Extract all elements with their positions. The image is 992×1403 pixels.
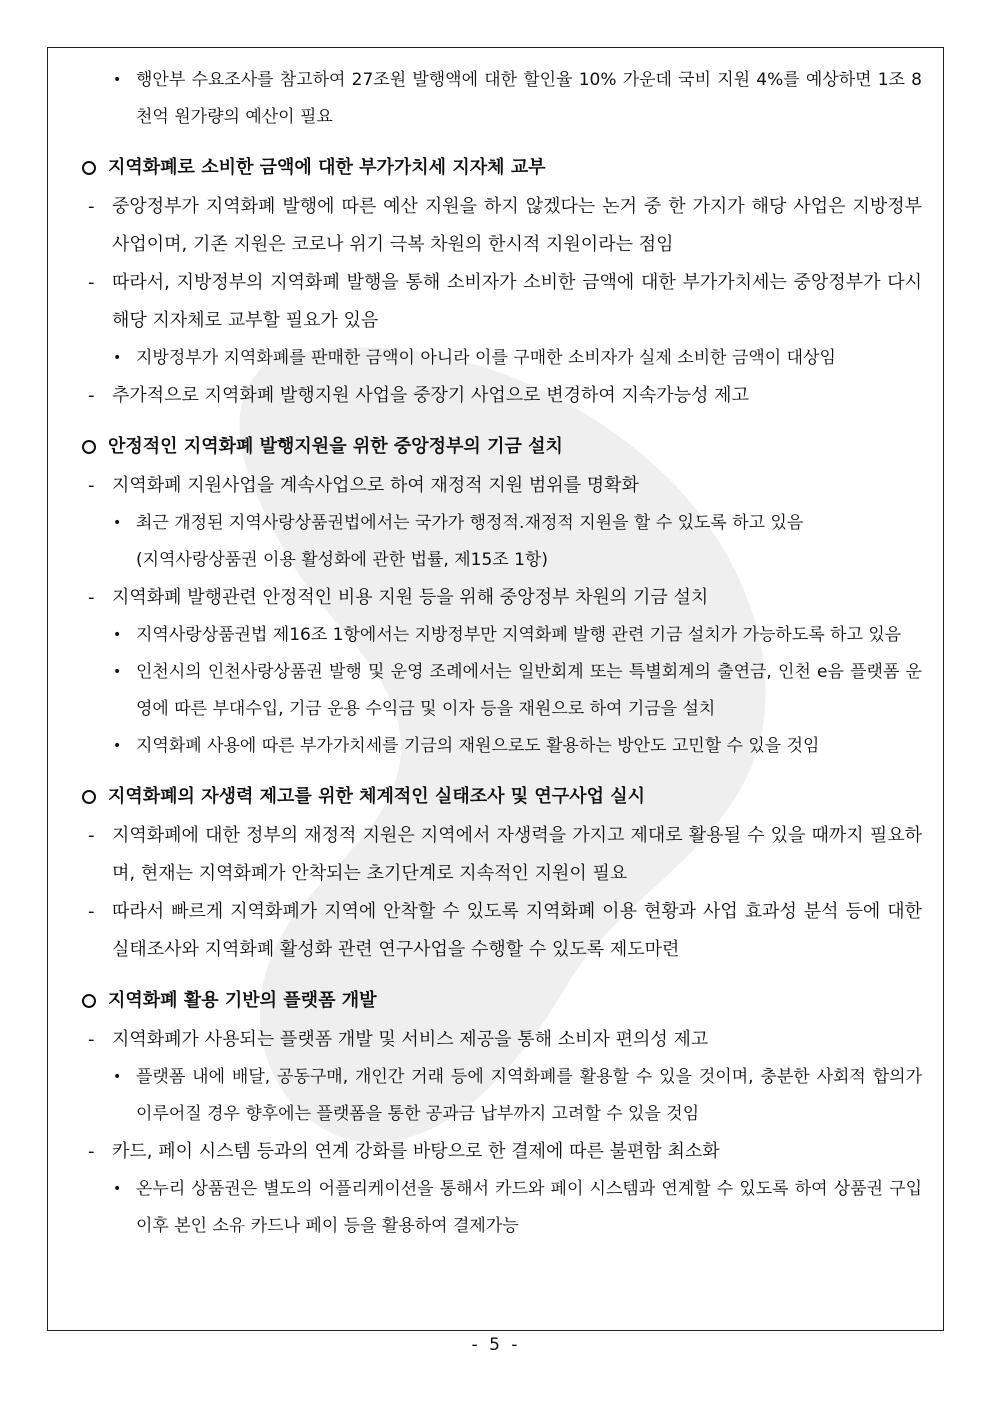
dash-item: - 중앙정부가 지역화폐 발행에 따른 예산 지원을 하지 않겠다는 논거 중 한 가지가 해당 사업은 지방정부 사업이며, 기존 지원은 코로나 위기 극복 차원의 한시적 지원이라는 점임 (80, 188, 922, 264)
dash-item: - 지역화폐에 대한 정부의 재정적 지원은 지역에서 자생력을 가지고 제대로 활용될 수 있을 때까지 필요하며, 현재는 지역화폐가 안착되는 초기단계로 지속적인 지원이 필요 (80, 817, 922, 893)
dash-item: - 지역화폐가 사용되는 플랫폼 개발 및 서비스 제공을 통해 소비자 편의성 제고 (80, 1021, 922, 1059)
bullet-item: • 플랫폼 내에 배달, 공동구매, 개인간 거래 등에 지역화폐를 활용할 수 있을 것이며, 충분한 사회적 합의가 이루어질 경우 향후에는 플랫폼을 통한 공과금 납부까지 고려할 수 있을 것임 (80, 1059, 922, 1133)
section-research (80, 777, 922, 969)
dash-item: - 따라서, 지방정부의 지역화폐 발행을 통해 소비자가 소비한 금액에 대한 부가가치세는 중앙정부가 다시 해당 지자체로 교부할 필요가 있음 (80, 264, 922, 340)
law-reference-note: (지역사랑상품권 이용 활성화에 관한 법률, 제15조 1항) (136, 550, 548, 570)
section-central-fund (80, 427, 922, 765)
section-heading: 지역화폐의 자생력 제고를 위한 체계적인 실태조사 및 연구사업 실시 (80, 777, 922, 817)
bullet-item: • 온누리 상품권은 별도의 어플리케이션을 통해서 카드와 페이 시스템과 연계할 수 있도록 하여 상품권 구입이후 본인 소유 카드나 페이 등을 활용하여 결제가능 (80, 1171, 922, 1245)
document-body (80, 62, 922, 1245)
section-heading: 지역화폐 활용 기반의 플랫폼 개발 (80, 981, 922, 1021)
circle-bullet-icon (82, 994, 96, 1008)
bullet-item: • 지역화폐 사용에 따른 부가가치세를 기금의 재원으로도 활용하는 방안도 고민할 수 있을 것임 (80, 728, 922, 765)
dash-item: - 따라서 빠르게 지역화폐가 지역에 안착할 수 있도록 지역화폐 이용 현황과 사업 효과성 분석 등에 대한 실태조사와 지역화폐 활성화 관련 연구사업을 수행할 수 있도록 제도마련 (80, 893, 922, 969)
dash-item: - 카드, 페이 시스템 등과의 연계 강화를 바탕으로 한 결제에 따른 불편함 최소화 (80, 1133, 922, 1171)
dash-item: - 지역화폐 지원사업을 계속사업으로 하여 재정적 지원 범위를 명확화 (80, 467, 922, 505)
circle-bullet-icon (82, 790, 96, 804)
page-number: - 5 - (471, 1335, 521, 1355)
circle-bullet-icon (82, 440, 96, 454)
bullet-item: • 지역사랑상품권법 제16조 1항에서는 지방정부만 지역화폐 발행 관련 기금 설치가 가능하도록 하고 있음 (80, 617, 922, 654)
section-heading: 지역화폐로 소비한 금액에 대한 부가가치세 지자체 교부 (80, 148, 922, 188)
bullet-item: • 최근 개정된 지역사랑상품권법에서는 국가가 행정적․재정적 지원을 할 수 있도록 하고 있음 (80, 505, 922, 542)
circle-bullet-icon (82, 161, 96, 175)
dash-item: - 지역화폐 발행관련 안정적인 비용 지원 등을 위해 중앙정부 차원의 기금 설치 (80, 579, 922, 617)
intro-bullet: • 행안부 수요조사를 참고하여 27조원 발행액에 대한 할인율 10% 가운데 국비 지원 4%를 예상하면 1조 8천억 원가량의 예산이 필요 (80, 62, 922, 136)
dash-item: - 추가적으로 지역화폐 발행지원 사업을 중장기 사업으로 변경하여 지속가능성 제고 (80, 377, 922, 415)
section-heading: 안정적인 지역화폐 발행지원을 위한 중앙정부의 기금 설치 (80, 427, 922, 467)
section-platform (80, 981, 922, 1245)
bullet-item: • 지방정부가 지역화폐를 판매한 금액이 아니라 이를 구매한 소비자가 실제 소비한 금액이 대상임 (80, 340, 922, 377)
section-vat-transfer (80, 148, 922, 415)
bullet-item: • 인천시의 인천사랑상품권 발행 및 운영 조례에서는 일반회계 또는 특별회계의 출연금, 인천 e음 플랫폼 운영에 따른 부대수입, 기금 운용 수익금 및 이자 등을 재원으로 하여 기금을 설치 (80, 654, 922, 728)
